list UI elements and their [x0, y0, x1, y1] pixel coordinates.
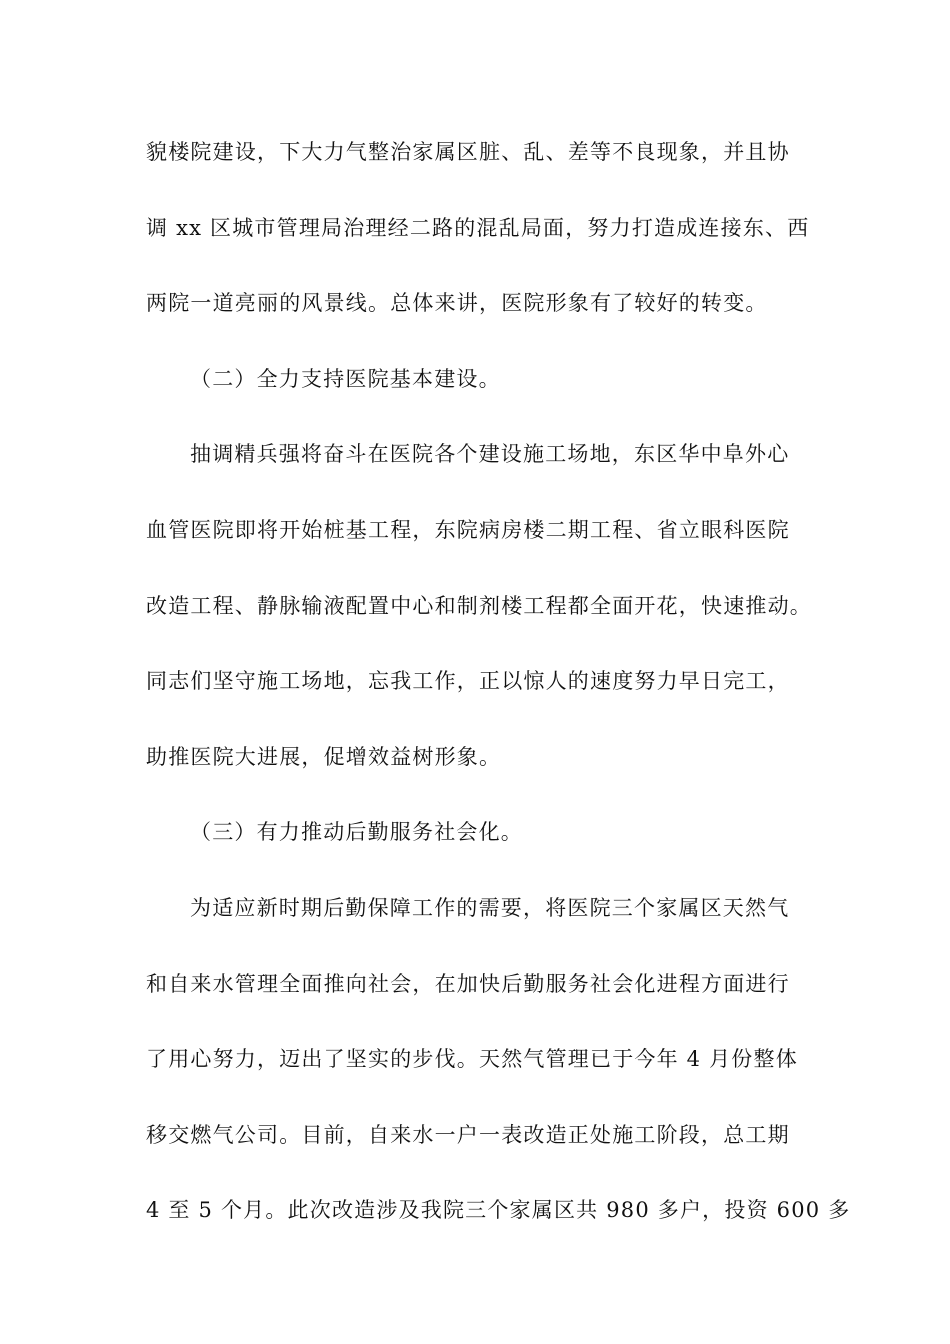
paragraph-line: 血管医院即将开始桩基工程，东院病房楼二期工程、省立眼科医院: [146, 517, 790, 542]
paragraph-line: 貌楼院建设，下大力气整治家属区脏、乱、差等不良现象，并且协: [146, 140, 790, 164]
paragraph-line: 两院一道亮丽的风景线。总体来讲，医院形象有了较好的转变。: [146, 291, 768, 316]
paragraph-line: 抽调精兵强将奋斗在医院各个建设施工场地，东区华中阜外心: [190, 442, 790, 467]
section-heading: （二）全力支持医院基本建设。: [190, 366, 501, 391]
paragraph-line: 了用心努力，迈出了坚实的步伐。天然气管理已于今年 4 月份整体: [146, 1047, 798, 1072]
paragraph-line: 移交燃气公司。目前，自来水一户一表改造正处施工阶段，总工期: [146, 1122, 790, 1147]
paragraph-line: 助推医院大进展，促增效益树形象。: [146, 744, 502, 769]
paragraph-line: 调 xx 区城市管理局治理经二路的混乱局面，努力打造成连接东、西: [146, 215, 810, 240]
paragraph-line: 同志们坚守施工场地，忘我工作，正以惊人的速度努力早日完工，: [146, 669, 790, 694]
paragraph-line: 和自来水管理全面推向社会，在加快后勤服务社会化进程方面进行: [146, 971, 790, 996]
section-heading: （三）有力推动后勤服务社会化。: [190, 820, 523, 845]
paragraph-line: 4 至 5 个月。此次改造涉及我院三个家属区共 980 多户，投资 600 多: [146, 1198, 851, 1223]
paragraph-line: 改造工程、静脉输液配置中心和制剂楼工程都全面开花，快速推动。: [146, 593, 812, 618]
document-body: [146, 131, 851, 1265]
paragraph-line: 为适应新时期后勤保障工作的需要，将医院三个家属区天然气: [190, 895, 790, 920]
